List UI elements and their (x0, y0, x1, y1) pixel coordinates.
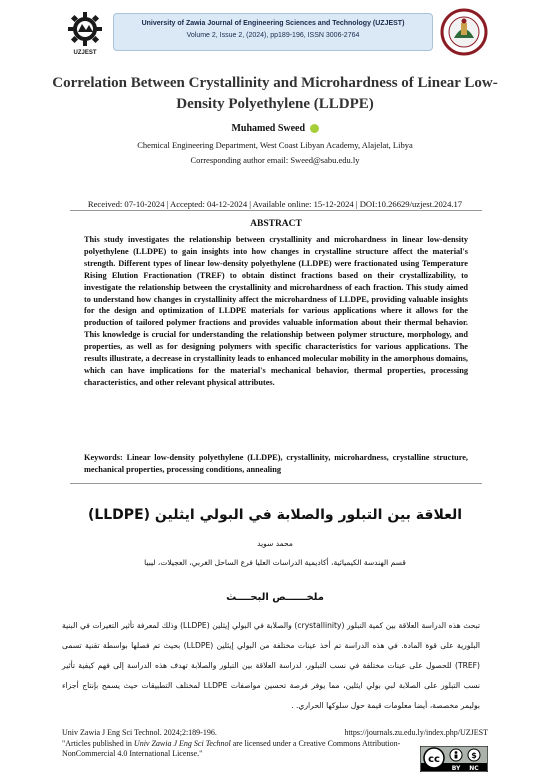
footer-citation: Univ Zawia J Eng Sci Technol. 2024;2:189-196. (62, 728, 217, 737)
nc-label: NC (469, 765, 479, 772)
divider (70, 210, 482, 211)
author-line (40, 123, 510, 134)
footer-journal-link[interactable]: https://journals.zu.edu.ly/index.php/UZJEST (344, 728, 488, 737)
left-logo-label: UZJEST (73, 50, 97, 56)
license-journal: Univ Zawia J Eng Sci Technol (133, 739, 231, 748)
cc-by-nc-license-badge[interactable] (420, 746, 488, 772)
license-suffix: are licensed under a Creative Commons Attribution-NonCommercial 4.0 International License." (62, 739, 401, 758)
journal-volume-info: Volume 2, Issue 2, (2024), pp189-196, ISSN 3006-2764 (186, 32, 360, 39)
abstract-body: This study investigates the relationship between crystallinity and microhardness in linear low-density polyethylene (LLDPE) to gain insights into how changes in crystalline structure affect the material's strength. Different types of linear low-density polyethylene (LLDPE) were fractionated using Temperature Rising Elution Fractionation (TREF) to obtain distinct fractions based on their crystallizability, to investigate the relationship between the crystallinity and microhardness of each fraction. This study aimed to understand how changes in crystallinity affect the microhardness of LLDPE, providing valuable insights for the design and optimization of LLDPE materials for various applications where it allows for the production of tailored polymer fractions and provides valuable information about their thermal behavior. This knowledge is crucial for understanding the relationship between polymer structure, morphology, and properties, as well as for designing polymers with specific characteristics for various applications. The results illustrate, a decrease in crystallinity leads to enhanced molecular mobility in the amorphous domains, which can have implications for the material's mechanical behavior, thermal properties, processing characteristics, and other relevant physical attributes. (84, 235, 468, 387)
keywords (84, 452, 468, 476)
arabic-abstract-heading: ملخــــــص البحــــث (226, 592, 324, 603)
svg-text:$: $ (471, 751, 477, 760)
footer-license-text (62, 739, 422, 759)
journal-logo-gear (63, 10, 107, 56)
journal-header-box (113, 13, 433, 51)
affiliation: Chemical Engineering Department, West Coast Libyan Academy, Alajelat, Libya (137, 140, 413, 150)
arabic-title: العلاقة بين التبلور والصلابة في البولي ايثلين (LLDPE) (87, 507, 463, 523)
by-label: BY (451, 765, 461, 772)
arabic-abstract-body: تبحث هذه الدراسة العلاقة بين كمية التبلور (crystallinity) والصلابة في البولي إيثلين (LLDPE) وذلك لمعرفة تأثير التغيرات في البنية البلورية على قوة المادة. في هذه الدراسة تم أخذ عينات مختلفة من البولي إيثلين (LLDPE) بحيث تم فصلها بواسطة تقنية تسمى (TREF) للحصول على عينات مختلفة في نسب التبلور، لدراسة العلاقة بين التبلور والصلابة تهدف هذه الدراسة إلى فهم كيفية تأثير نسب التبلور على الصلابة لبي بولي ايثلين، مما يوفر فرصة تحسين مواصفات LLDPE لمختلف التطبيقات حيث يسمح بإنتاج أجزاء بوليمر مخصصة، أيضا معلومات قيمة حول سلوكها الحراري. . (62, 621, 480, 710)
university-seal-logo (440, 8, 488, 56)
arabic-author: محمد سويد (257, 539, 293, 548)
journal-name: University of Zawia Journal of Engineering Sciences and Technology (UZJEST) (141, 20, 405, 27)
author-name: Muhamed Sweed (231, 123, 306, 134)
cc-icon: cc (428, 754, 440, 765)
keywords-label: Keywords: (84, 453, 123, 462)
arabic-affiliation: قسم الهندسة الكيميائية، أكاديمية الدراسات العليا فرع الساحل الغربي، العجيلات، ليبيا (144, 558, 406, 567)
paper-title: Correlation Between Crystallinity and Microhardness of Linear Low-Density Polyethylene (LLDPE) (52, 75, 498, 112)
abstract-heading: ABSTRACT (250, 219, 302, 229)
license-prefix: "Articles published in (62, 739, 134, 748)
publication-dates: Received: 07-10-2024 | Accepted: 04-12-2024 | Available online: 15-12-2024 | DOI:10.26629/uzjest.2024.17 (87, 199, 463, 209)
keywords-text: Linear low-density polyethylene (LLDPE), crystallinity, microhardness, crystalline structure, mechanical properties, processing conditions, annealing (84, 453, 468, 474)
orcid-icon[interactable] (310, 124, 319, 133)
divider (70, 483, 482, 484)
corresponding-email: Corresponding author email: Sweed@sabu.edu.ly (190, 155, 360, 165)
